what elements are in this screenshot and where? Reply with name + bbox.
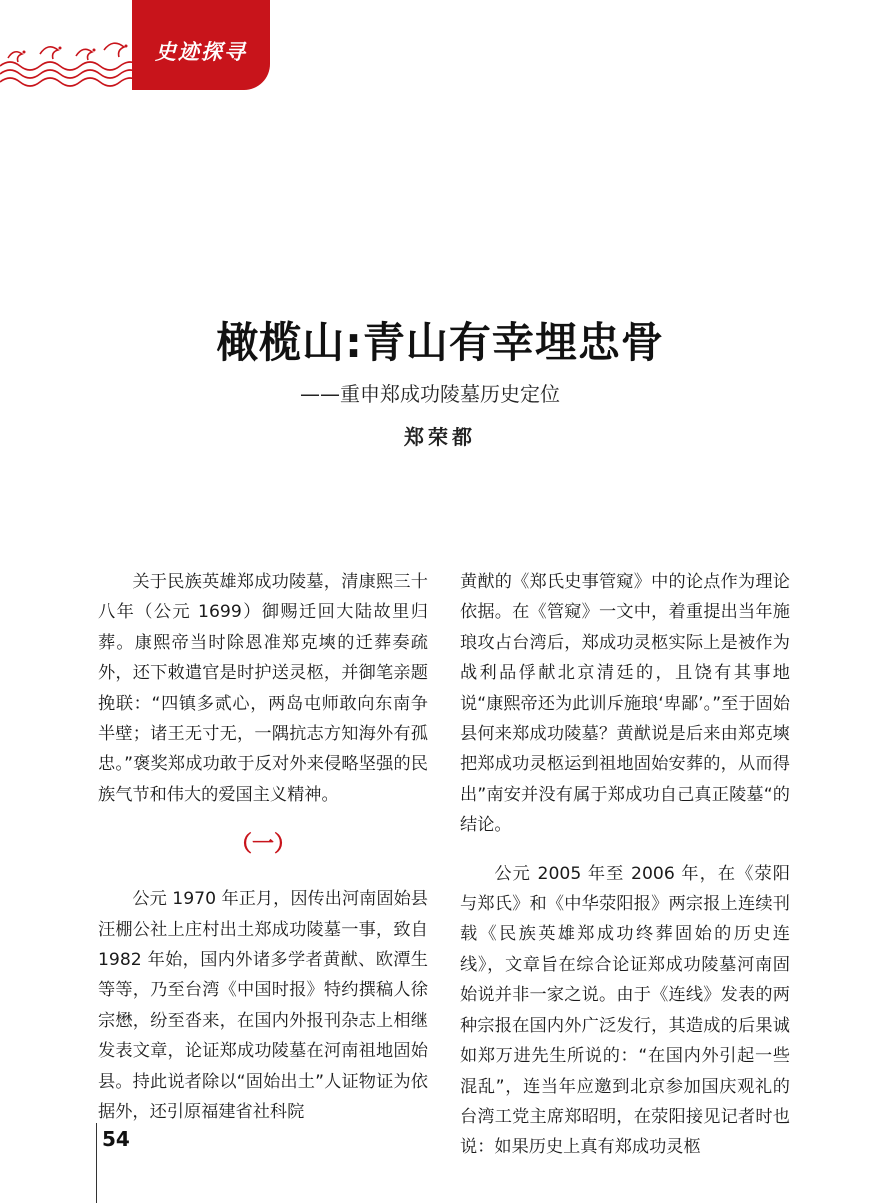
right-column	[460, 567, 790, 1163]
wave-pattern-decoration	[0, 40, 132, 90]
left-column	[98, 567, 428, 1128]
article-title: 橄榄山:青山有幸埋忠骨	[216, 318, 664, 367]
section-heading: （一）	[229, 832, 296, 858]
paragraph-spacer	[460, 841, 790, 859]
article-subtitle: ——重申郑成功陵墓历史定位	[300, 382, 560, 406]
page-number: 54	[102, 1127, 130, 1151]
section-tab	[132, 0, 270, 90]
page-divider	[96, 1123, 97, 1203]
paragraph: 公元 2005 年至 2006 年，在《荥阳与郑氏》和《中华荥阳报》两宗报上连续刊载《民族英雄郑成功终葬固始的历史连线》，文章旨在综合论证郑成功陵墓河南固始说并非一家之说。由于《连线》发表的两种宗报在国内外广泛发行，其造成的后果诚如郑万进先生所说的：“在国内外引起一些混乱”，连当年应邀到北京参加国庆观礼的台湾工党主席郑昭明，在荥阳接见记者时也说：如果历史上真有郑成功灵柩	[460, 863, 790, 1158]
paragraph: 公元 1970 年正月，因传出河南固始县汪棚公社上庄村出土郑成功陵墓一事，致自 1982 年始，国内外诸多学者黄猷、欧潭生等等，乃至台湾《中国时报》特约撰稿人徐宗懋，纷至沓来，在国内外报刊杂志上相继发表文章，论证郑成功陵墓在河南祖地固始县。持此说者除以“固始出土”人证物证为依据外，还引原福建省社科院	[98, 889, 428, 1123]
wave-pattern-icon	[0, 40, 132, 90]
paragraph-continued: 黄猷的《郑氏史事管窥》中的论点作为理论依据。在《管窥》一文中，着重提出当年施琅攻占台湾后，郑成功灵柩实际上是被作为战利品俘献北京清廷的，且饶有其事地说“康熙帝还为此训斥施琅‘卑鄙’。”至于固始县何来郑成功陵墓？黄猷说是后来由郑克塽把郑成功灵柩运到祖地固始安葬的，从而得出”南安并没有属于郑成功自己真正陵墓“的结论。	[460, 572, 790, 836]
article-author: 郑荣都	[404, 425, 476, 449]
section-label: 史迹探寻	[155, 39, 247, 64]
paragraph: 关于民族英雄郑成功陵墓，清康熙三十八年（公元 1699）御赐迁回大陆故里归葬。康熙帝当时除恩准郑克塽的迁葬奏疏外，还下敕遣官是时护送灵柩，并御笔亲题挽联：“四镇多贰心，两岛屯师敢向东南争半壁；诸王无寸无，一隅抗志方知海外有孤忠。”褒奖郑成功敢于反对外来侵略坚强的民族气节和伟大的爱国主义精神。	[98, 572, 428, 805]
